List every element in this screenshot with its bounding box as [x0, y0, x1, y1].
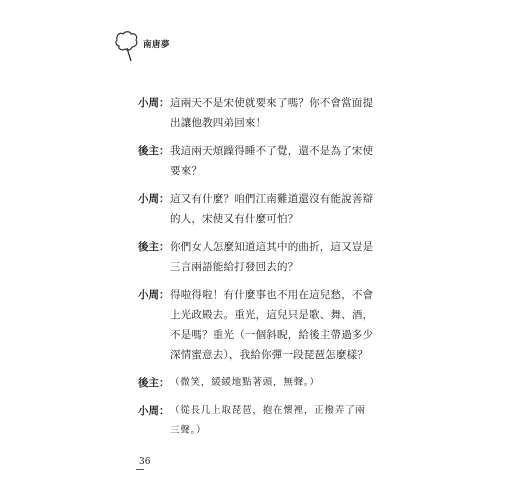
speech-line: 這又有什麼？咱們江南難道還沒有能說善辯 [170, 193, 374, 205]
dialogue-entry [138, 401, 378, 441]
speaker-label: 後主： [138, 241, 170, 253]
stage-direction [170, 401, 378, 441]
book-title: 南唐夢 [143, 40, 171, 50]
speech-line: 得啦得啦！有什麼事也不用在這兒愁，不會 [170, 289, 374, 301]
dialogue-body [138, 93, 378, 449]
speech-line: 三言兩語能給打發回去的？ [170, 261, 299, 273]
speech-line: 深情蜜意去），我給你彈一段琵琶怎麼樣？ [170, 349, 369, 361]
speech-text [170, 141, 378, 181]
speaker-label: 後主： [138, 145, 170, 157]
dialogue-entry [138, 189, 378, 229]
dialogue-entry [138, 237, 378, 277]
speaker-label: 小周： [138, 193, 170, 205]
speech-line: 出讓他教四弟回來！ [170, 117, 267, 129]
speaker-label: 小周： [138, 97, 170, 109]
page-number-rule [136, 469, 144, 470]
stage-direction-line: 三聲。） [170, 425, 207, 436]
dialogue-entry [138, 141, 378, 181]
speaker-label: 後主： [138, 377, 170, 389]
speech-line: 不是嗎？重光（一個斜睨，給後主帶過多少 [170, 329, 374, 341]
fan-icon [114, 30, 140, 64]
stage-direction-line: （微笑，緩緩地點著頭，無聲。） [170, 377, 320, 388]
dialogue-entry [138, 373, 378, 393]
speech-line: 我這兩天煩躁得睡不了覺，還不是為了宋使 [170, 145, 374, 157]
speech-line: 的人，宋使又有什麼可怕？ [170, 213, 299, 225]
stage-direction [170, 373, 378, 393]
dialogue-entry [138, 285, 378, 365]
speaker-label: 小周： [138, 405, 170, 417]
speech-line: 上光政殿去。重光，這兒只是歌、舞、酒， [170, 309, 374, 321]
stage-direction-line: （從長几上取琵琶，抱在懷裡，正撥弄了兩 [170, 405, 366, 416]
running-header [114, 34, 170, 60]
speaker-label: 小周： [138, 289, 170, 301]
dialogue-entry [138, 93, 378, 133]
speech-text [170, 189, 378, 229]
page-number: 36 [139, 457, 151, 467]
speech-line: 你們女人怎麼知道這其中的曲折，這又豈是 [170, 241, 374, 253]
speech-text [170, 237, 378, 277]
speech-text [170, 285, 378, 365]
speech-line: 要來？ [170, 165, 203, 177]
speech-text [170, 93, 378, 133]
speech-line: 這兩天不是宋使就要來了嗎？你不會當面提 [170, 97, 374, 109]
